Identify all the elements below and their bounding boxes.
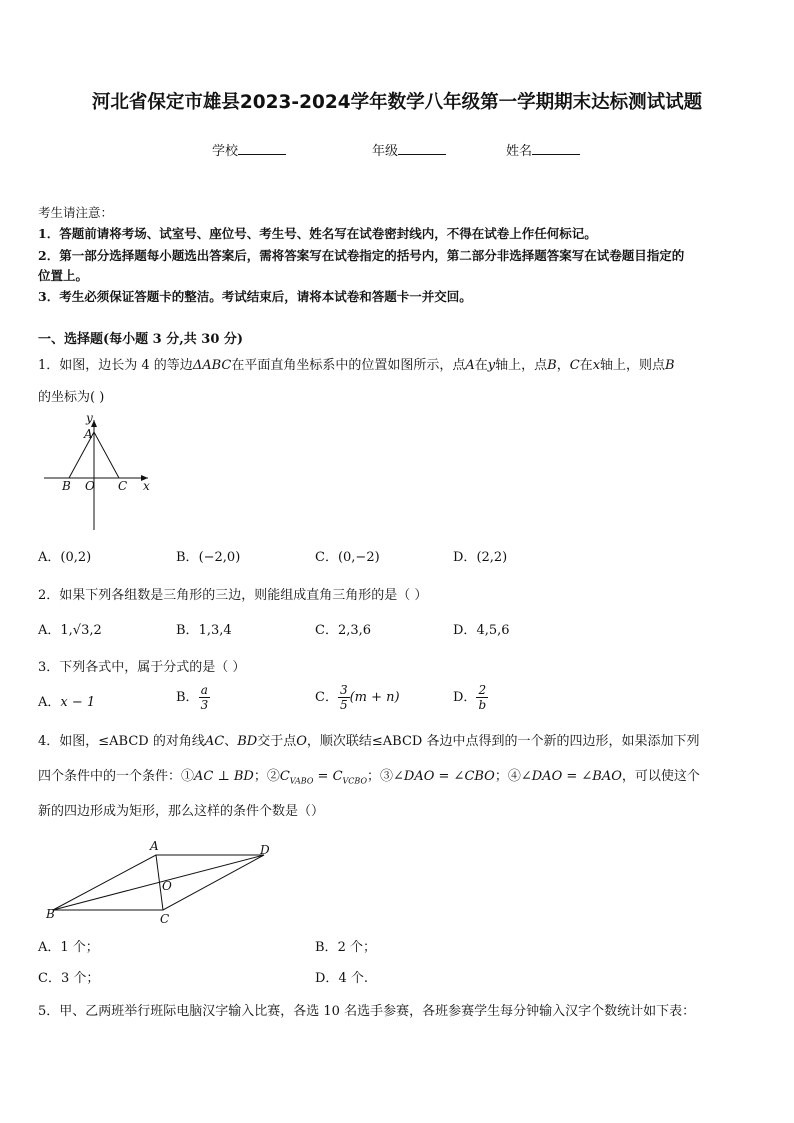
notice-item-1: 1．答题前请将考场、试室号、座位号、考生号、姓名写在试卷密封线内，不得在试卷上作任何标记。 <box>38 226 597 241</box>
fig1-label-b: B <box>62 479 71 493</box>
fig1-label-x: x <box>143 479 150 493</box>
fig1-label-y: y <box>86 412 93 425</box>
name-label: 姓名 <box>506 144 533 159</box>
q4-stem-line1: 4．如图，≤ABCD 的对角线AC、BD交于点O，顺次联结≤ABCD 各边中点得到的一个新的四边形，如果添加下列 <box>38 734 700 749</box>
q4-option-d[interactable]: D．4 个. <box>315 971 368 986</box>
q1-figure <box>38 412 158 532</box>
notice-heading: 考生请注意： <box>38 205 114 220</box>
q4-option-a[interactable]: A．1 个； <box>38 940 99 955</box>
fig4-label-o: O <box>162 879 172 893</box>
q1-option-c[interactable]: C．(0,−2) <box>315 550 380 565</box>
q3-option-c[interactable]: C． $\frac{3}{5}$ (m + n) <box>315 683 400 712</box>
q1-option-a[interactable]: A．(0,2) <box>38 550 92 565</box>
notice-item-3: 3．考生必须保证答题卡的整洁。考试结束后，请将本试卷和答题卡一并交回。 <box>38 289 472 304</box>
q2-option-c[interactable]: C．2,3,6 <box>315 623 372 638</box>
fig4-label-c: C <box>160 912 170 926</box>
q1-option-d[interactable]: D．(2,2) <box>453 550 508 565</box>
fig1-label-o: O <box>85 479 95 493</box>
section-heading: 一、选择题(每小题 3 分,共 30 分) <box>38 332 244 347</box>
q2-option-b[interactable]: B．1,3,4 <box>176 623 232 638</box>
q3-stem: 3．下列各式中，属于分式的是（ ） <box>38 660 246 675</box>
school-field[interactable] <box>212 140 286 159</box>
grade-field[interactable] <box>372 140 446 159</box>
school-label: 学校 <box>212 144 239 159</box>
q4-option-c[interactable]: C．3 个； <box>38 971 100 986</box>
fraction: $\frac{a}{3}$ <box>200 683 209 712</box>
q2-option-a[interactable]: A．1,√3,2 <box>38 623 102 638</box>
fig4-label-a: A <box>150 839 159 853</box>
name-blank[interactable] <box>532 142 580 155</box>
q4-figure <box>38 836 288 926</box>
fig4-label-b: B <box>46 907 55 921</box>
q3-option-a[interactable]: A．x − 1 <box>38 695 96 710</box>
school-blank[interactable] <box>238 142 286 155</box>
q4-stem-line3: 新的四边形成为矩形，那么这样的条件个数是（） <box>38 804 325 819</box>
q4-stem-line2: 四个条件中的一个条件：①AC ⊥ BD；$②C_{VABO} = C_{VCBO}$；③∠DAO = ∠CBO；④∠DAO = ∠BAO，可以使这个 <box>38 769 700 786</box>
fig1-label-c: C <box>118 479 128 493</box>
grade-blank[interactable] <box>398 142 446 155</box>
name-field[interactable] <box>506 140 580 159</box>
q2-option-d[interactable]: D．4,5,6 <box>453 623 510 638</box>
q2-stem: 2．如果下列各组数是三角形的三边，则能组成直角三角形的是（ ） <box>38 588 428 603</box>
q1-stem-line1: 1．如图，边长为 4 的等边ΔABC在平面直角坐标系中的位置如图所示，点A在y轴上，点B，C在x轴上，则点B <box>38 358 675 373</box>
notice-item-2: 2．第一部分选择题每小题选出答案后，需将答案写在试卷指定的括号内，第二部分非选择题答案写在试卷题目指定的 <box>38 248 685 263</box>
fraction: $\frac{2}{b}$ <box>478 683 487 712</box>
fig1-label-a: A <box>84 427 93 441</box>
notice-item-2-cont: 位置上。 <box>38 268 89 283</box>
q3-option-b[interactable]: B． $\frac{a}{3}$ <box>176 683 209 712</box>
grade-label: 年级 <box>372 144 399 159</box>
q1-option-b[interactable]: B．(−2,0) <box>176 550 241 565</box>
q3-option-d[interactable]: D． $\frac{2}{b}$ <box>453 683 487 712</box>
q4-option-b[interactable]: B．2 个； <box>315 940 376 955</box>
fig4-label-d: D <box>260 843 270 857</box>
fraction: $\frac{3}{5}$ <box>339 683 348 712</box>
page-title: 河北省保定市雄县2023-2024学年数学八年级第一学期期末达标测试试题 <box>91 92 703 113</box>
q5-stem: 5．甲、乙两班举行班际电脑汉字输入比赛，各选 10 名选手参赛，各班参赛学生每分钟输入汉字个数统计如下表： <box>38 1004 696 1019</box>
q1-stem-line2: 的坐标为( ) <box>38 390 105 405</box>
